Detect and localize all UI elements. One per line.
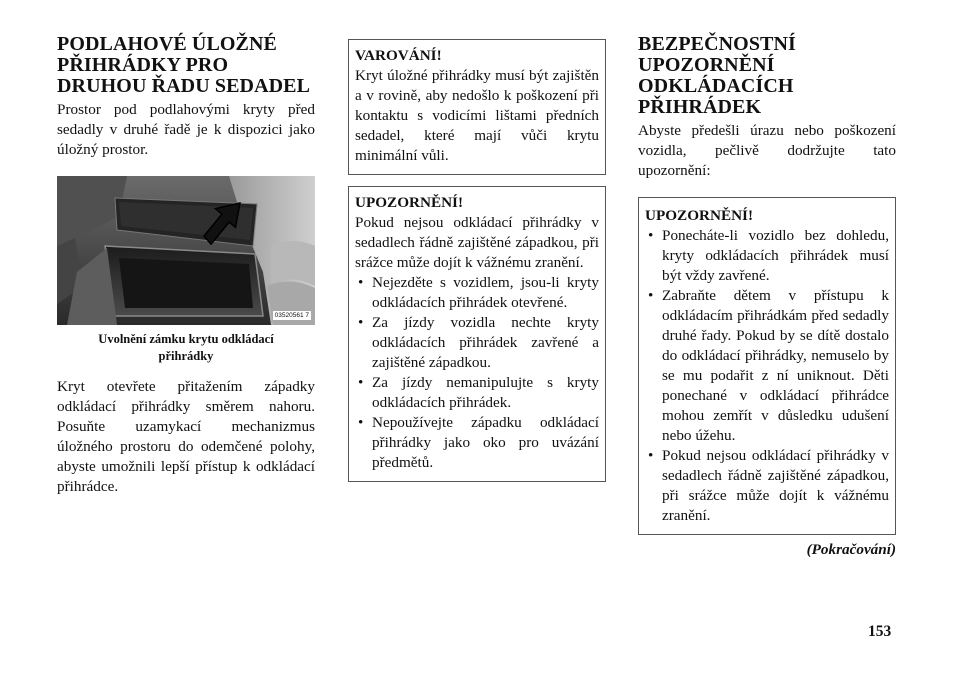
column-storage-bins (57, 34, 315, 497)
warning-title: VAROVÁNÍ! (355, 47, 442, 64)
warning-box (348, 39, 606, 175)
caution-title: UPOZORNĚNÍ! (355, 194, 464, 211)
continued-label: (Pokračování) (806, 541, 896, 558)
safety-intro-paragraph: Abyste předešli úrazu nebo poškození vozidla, pečlivě dodržujte tato upozornění: (638, 122, 896, 179)
warning-text: Kryt úložné přihrádky musí být zajištěn a v rovině, aby nedošlo k poškození při kontaktu s vodicími lištami předních sedadel, které mají vůči krytu minimální vůli. (355, 67, 599, 164)
safety-caution-box (638, 197, 896, 535)
intro-paragraph: Prostor pod podlahovými kryty před sedadly v druhé řadě je k dispozici jako úložný prostor. (57, 101, 315, 158)
list-item: • Nepoužívejte západku odkládací přihrádky jako oko pro uvázání předmětů. (355, 413, 599, 473)
list-item: • Za jízdy vozidla nechte kryty odkládacích přihrádek zavřené a zajištěné západkou. (355, 313, 599, 373)
safety-caution-title: UPOZORNĚNÍ! (645, 207, 754, 224)
figure-caption: Uvolnění zámku krytu odkládací přihrádky (98, 332, 274, 363)
list-item: • Ponecháte-li vozidlo bez dohledu, kryty odkládacích přihrádek musí být vždy zavřené. (645, 226, 889, 286)
column-warnings (348, 34, 606, 482)
safety-caution-list (645, 226, 889, 526)
caution-list (355, 273, 599, 473)
list-item: • Pokud nejsou odkládací přihrádky v sedadlech řádně zajištěné západkou, při srážce může dojít k vážnému zranění. (645, 446, 889, 526)
column-safety (638, 34, 896, 560)
figure-id-label: 03520561 7 (274, 312, 309, 319)
caution-text: Pokud nejsou odkládací přihrádky v sedadlech řádně zajištěné západkou, při srážce může dojít k vážnému zranění. (355, 214, 599, 271)
caution-box (348, 186, 606, 482)
section-heading-floor-storage: PODLAHOVÉ ÚLOŽNÉ PŘIHRÁDKY PRO DRUHOU ŘADU SEDADEL (57, 33, 311, 97)
storage-bin-illustration (57, 176, 315, 325)
instructions-paragraph: Kryt otevřete přitažením západky odkládací přihrádky směrem nahoru. Posuňte uzamykací mechanizmus úložného prostoru do odemčené polohy, abyste umožnili lepší přístup k odkládací přihrádce. (57, 378, 315, 495)
list-item: • Zabraňte dětem v přístupu k odkládacím přihrádkám před sedadly druhé řady. Pokud by se dítě dostalo do odkládací přihrádky, nemuselo by se mu podařit z ní uniknout. Děti ponechané v odkládací přihrádce mohou zemřít v důsledku udušení nebo úžehu. (645, 286, 889, 446)
page-number: 153 (868, 623, 892, 640)
storage-bin-photo (57, 176, 315, 325)
section-heading-safety: BEZPEČNOSTNÍ UPOZORNĚNÍ ODKLÁDACÍCH PŘIHRÁDEK (638, 33, 796, 118)
list-item: • Nejezděte s vozidlem, jsou-li kryty odkládacích přihrádek otevřené. (355, 273, 599, 313)
list-item: • Za jízdy nemanipulujte s kryty odkládacích přihrádek. (355, 373, 599, 413)
